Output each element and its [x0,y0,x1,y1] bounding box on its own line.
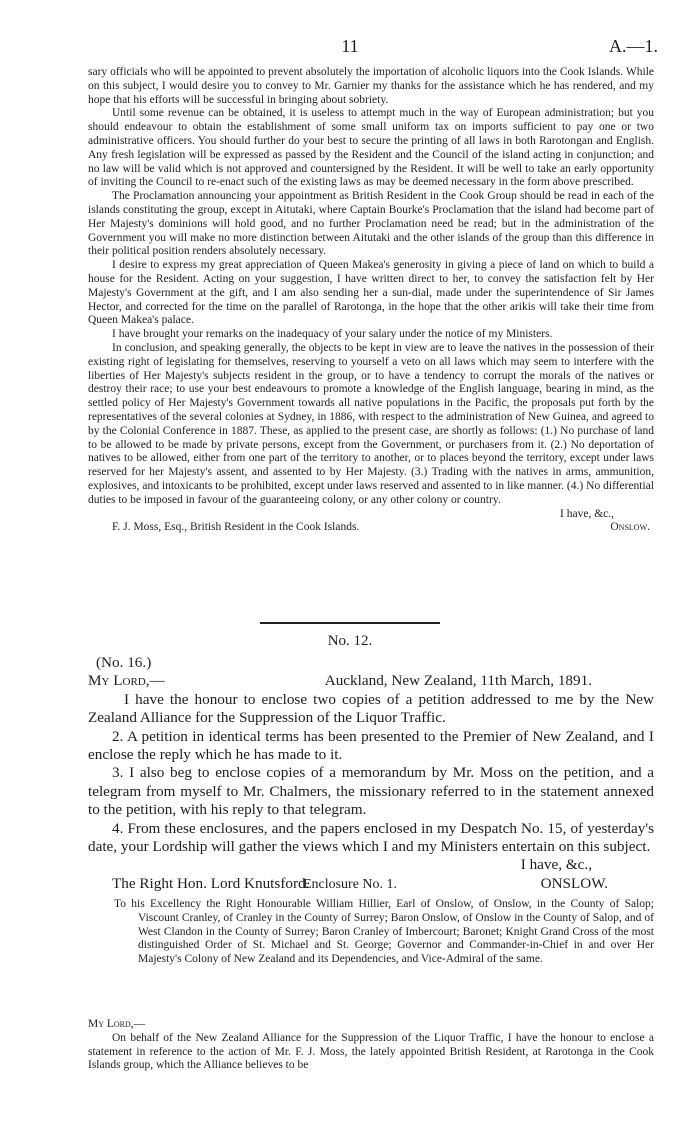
page-number: 11 [341,36,359,56]
enclosure-address [114,898,654,967]
address-block: To his Excellency the Right Honourable William Hillier, Earl of Onslow, of Onslow, in the County of Salop; Viscount Cranley, of Cranley in the County of Surrey; Baron Onslow, of Onslow in the County of Salop, and of West Clandon in the County of Surrey; Baron Cranley of Imbercourt; Baronet; Knight Grand Cross of the most distinguished Order of St. Michael and St. George; Governor and Commander-in-Chief in and over Her Majesty's Colony of New Zealand and its Dependencies, and Vice-Admiral of the same. [114,898,654,966]
closing: I have, &c., [560,507,614,520]
paragraph: I have the honour to enclose two copies of a petition addressed to me by the New Zealand Alliance for the Suppression of the Liquor Traffic. [88,690,654,727]
enclosure-letter [88,1018,654,1073]
paragraph: Until some revenue can be obtained, it is useless to attempt much in the way of European administration; but you should endeavour to obtain the establishment of some small uniform tax on imports sufficient to pay one or two administrative officers. You should further do your best to secure the printing of all laws in both Rarotongan and English. Any fresh legislation will be expressed as passed by the Resident and the Council of the island acting in conjunction; and no law will be valid which is not approved and countersigned by the Resident. It will be well to take an early opportunity of inviting the Council to re-enact such of the existing laws as may be deemed necessary in the form above prescribed. [88,107,654,189]
enclosure-title: Enclosure No. 1. [302,877,398,892]
section-divider [260,622,440,624]
paragraph: 4. From these enclosures, and the papers enclosed in my Despatch No. 15, of yesterday's date, your Lordship will gather the views which I and my Ministers entertain on this subject. [88,819,654,856]
signature: Onslow. [610,521,650,534]
paragraph: 3. I also beg to enclose copies of a memorandum by Mr. Moss on the petition, and a telegram from myself to Mr. Chalmers, the missionary referred to in the statement annexed to the petition, with his reply to that telegram. [88,764,654,819]
closing: I have, &c., [520,856,592,874]
letter-continuation [88,66,654,535]
closing-line [88,856,654,874]
paragraph: In conclusion, and speaking generally, the objects to be kept in view are to leave the natives in the possession of their existing right of legislating for themselves, reserving to yourself a veto on all laws which may seem to interfere with the liberties of Her Majesty's subjects resident in the group, or to have a tendency to corrupt the morals of the natives or destroy their race; to use your best endeavours to promote a knowledge of the English language, bearing in mind, as the settled policy of Her Majesty's Government towards all native populations in the Pacific, the proposals put forth by the representatives of the several colonies at Sydney, in 1886, with respect to the administration of New Guinea, and agreed to by the Colonial Conference in 1887. These, as applied to the present case, are shortly as follows: (1.) No purchase of land to be allowed to be made by private persons, except from the Government, or purchasers from it. (2.) No deportation of natives to be allowed, either from one part of the territory to another, or to places beyond the territory, except under laws reserved for her Majesty's assent, and assented to by Her Majesty. (3.) Trading with the natives in arms, ammunition, explosives, and intoxicants to be prohibited, except under laws reserved and assented to in like manner. (4.) No differential duties to be imposed in favour of the guaranteeing colony, or any other colony or country. [88,341,654,506]
document-reference: A.—1. [609,36,658,56]
paragraph: The Proclamation announcing your appointment as British Resident in the Cook Group should be read in each of the islands constituting the group, except in Aitutaki, where Captain Bourke's Proclamation that the island had become part of Her Majesty's dominions will hold good, and no further Proclamation need be read; but in the administration of the Government you will make no more distinction between Aitutaki and the other islands of the group than this difference in their political position renders absolutely necessary. [88,190,654,258]
closing-line [88,508,654,522]
paragraph: On behalf of the New Zealand Alliance for the Suppression of the Liquor Traffic, I have the honour to enclose a statement in reference to the action of Mr. F. J. Moss, the lately appointed British Resident, at Rarotonga in the Cook Islands group, which the Alliance believes to be [88,1031,654,1072]
salutation: My Lord,— [88,672,165,690]
signature: ONSLOW. [540,874,608,892]
paragraph: I have brought your remarks on the inadequacy of your salary under the notice of my Ministers. [112,328,553,341]
addressee: F. J. Moss, Esq., British Resident in the Cook Islands. [112,521,360,534]
paragraph: sary officials who will be appointed to prevent absolutely the importation of alcoholic liquors into the Cook Islands. While on this subject, I would desire you to convey to Mr. Garnier my thanks for the assistance which he has rendered, and my hope that his efforts will be successful in bringing about sobriety. [88,66,654,106]
addressee: The Right Hon. Lord Knutsford. [112,874,310,892]
despatch-no-12 [88,654,654,893]
place-date: Auckland, New Zealand, 11th March, 1891. [324,672,592,690]
despatch-number: (No. 16.) [96,654,152,671]
salutation: My Lord,— [88,1018,146,1030]
paragraph: I desire to express my great appreciation of Queen Makea's generosity in giving a piece of land on which to build a house for the Resident. Acting on your suggestion, I have written direct to her, to convey the satisfaction felt by Her Majesty's Government at the gift, and I am also sending her a sun-dial, made under the superintendence of Sir James Hector, and corrected for the time on the parallel of Rarotonga, in the hope that the other arikis will take their time from Queen Makea's palace. [88,259,654,327]
salutation-line [88,672,654,690]
signature-line [88,521,654,535]
section-heading: No. 12. [327,633,373,649]
paragraph: 2. A petition in identical terms has been presented to the Premier of New Zealand, and I enclose the reply which he has made to it. [88,727,654,764]
